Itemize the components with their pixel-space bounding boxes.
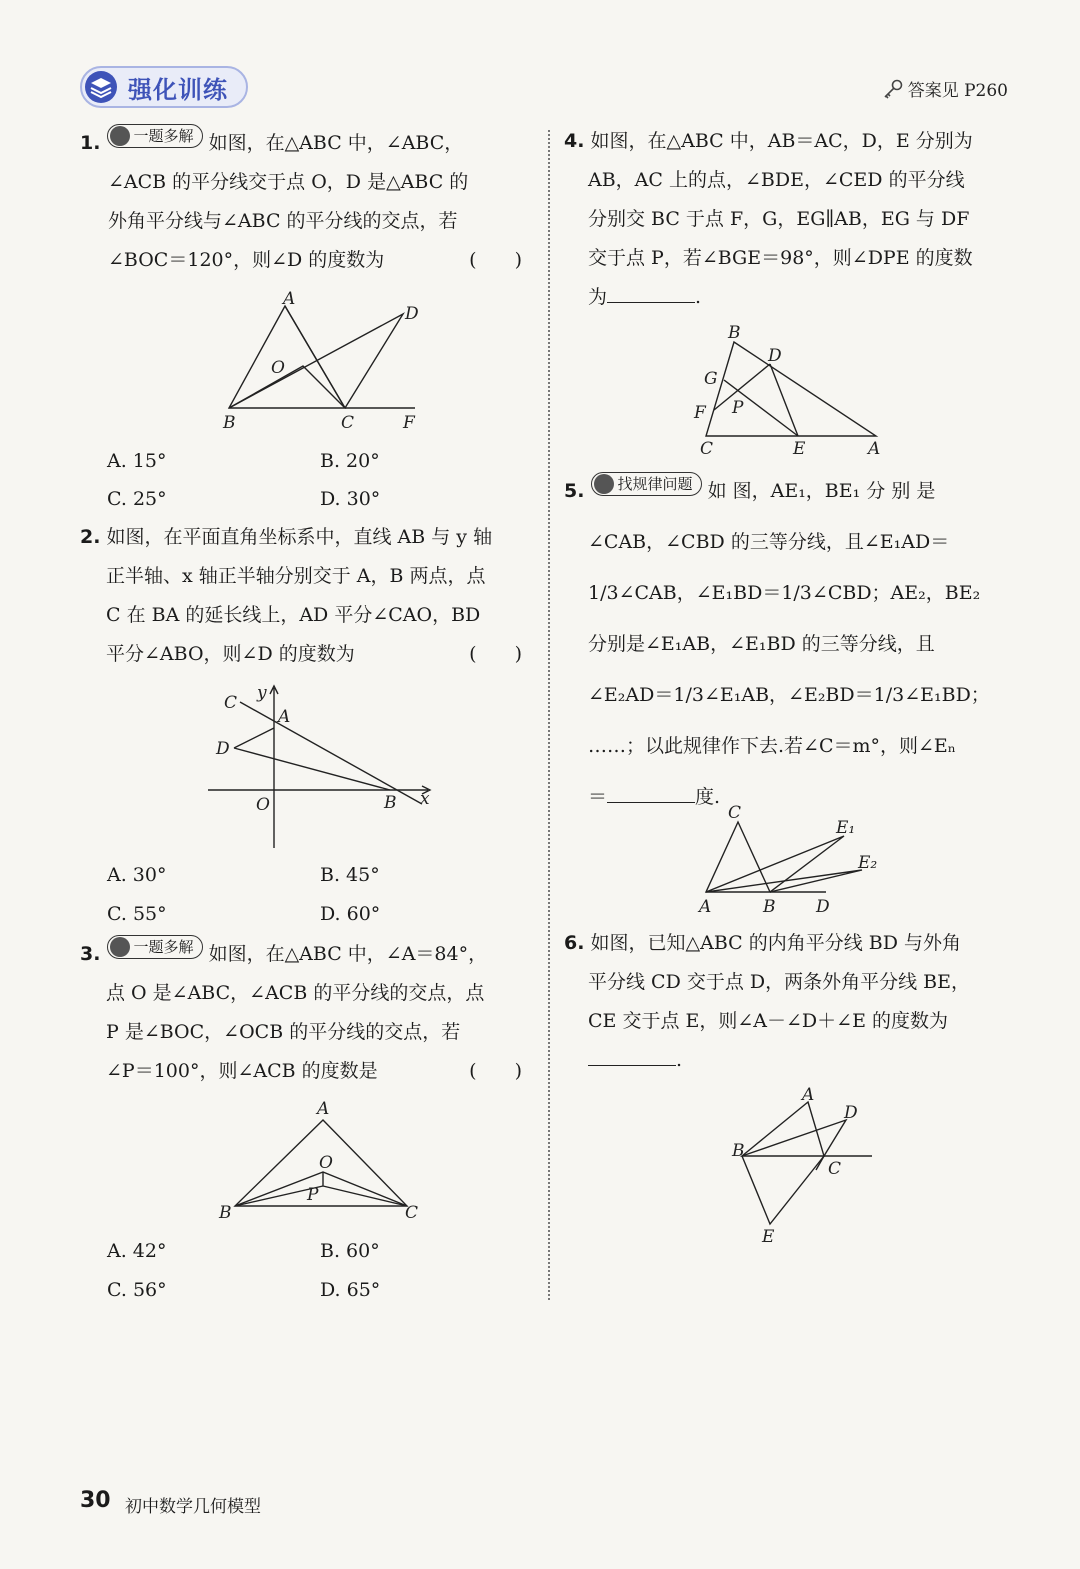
fig-label: B <box>223 413 236 433</box>
question-number: 5. <box>564 480 585 502</box>
question-text-line: 如图，在△ABC 中，∠ABC， <box>208 132 464 154</box>
answer-reference <box>882 76 1008 101</box>
fig-label: D <box>816 897 830 917</box>
fig-label: x <box>420 789 430 809</box>
book-title: 初中数学几何模型 <box>125 1497 261 1517</box>
option-a[interactable]: A. 42° <box>107 1240 167 1262</box>
figure-q1 <box>215 288 435 436</box>
option-b[interactable]: B. 60° <box>320 1240 380 1262</box>
cube-icon <box>110 937 130 957</box>
figure-q5 <box>690 800 890 918</box>
page-number: 30 <box>80 1488 111 1513</box>
option-a[interactable]: A. 15° <box>107 450 167 472</box>
question-text-line: P 是∠BOC，∠OCB 的平分线的交点，若 <box>106 1021 461 1043</box>
fig-label: E₁ <box>836 818 856 838</box>
question-text-line: ……；以此规律作下去.若∠C＝m°，则∠Eₙ <box>588 735 957 757</box>
fig-label: y <box>257 683 267 703</box>
option-d[interactable]: D. 60° <box>320 903 381 925</box>
question-text-line: CE 交于点 E，则∠A－∠D＋∠E 的度数为 <box>588 1010 948 1032</box>
fig-label: B <box>219 1203 232 1223</box>
question-text-line: AB，AC 上的点，∠BDE，∠CED 的平分线 <box>588 169 965 191</box>
fig-label: F <box>694 403 706 423</box>
option-c[interactable]: C. 56° <box>107 1279 167 1301</box>
fig-label: O <box>256 795 270 815</box>
question-text-line: C 在 BA 的延长线上，AD 平分∠CAO，BD <box>106 604 481 626</box>
option-b[interactable]: B. 45° <box>320 864 380 886</box>
option-b[interactable]: B. 20° <box>320 450 380 472</box>
fig-label: B <box>384 793 397 813</box>
answer-ref-text: 答案见 P260 <box>907 81 1008 101</box>
figure-q3 <box>215 1096 425 1226</box>
question-4 <box>564 122 1024 317</box>
question-text-line: 如图，在△ABC 中，AB＝AC，D，E 分别为 <box>590 130 973 152</box>
fig-label: B <box>728 323 741 343</box>
fig-label: A <box>699 897 712 917</box>
fig-label: B <box>763 897 776 917</box>
question-text-line: ∠ACB 的平分线交于点 O，D 是△ABC 的 <box>108 171 469 193</box>
option-c[interactable]: C. 55° <box>107 903 167 925</box>
question-text-line: 分别交 BC 于点 F，G，EG∥AB，EG 与 DF <box>588 208 970 230</box>
fig-label: D <box>405 304 419 324</box>
question-text-line: ＝ <box>588 786 608 808</box>
question-number: 6. <box>564 932 585 954</box>
fig-label: A <box>278 707 291 727</box>
fig-label: O <box>271 358 285 378</box>
fig-label: D <box>216 739 230 759</box>
question-text-line: ∠CAB，∠CBD 的三等分线，且∠E₁AD＝ <box>588 531 950 553</box>
question-text-line: 如 图，AE₁，BE₁ 分 别 是 <box>707 480 936 502</box>
question-number: 1. <box>80 132 101 154</box>
question-end: 度. <box>695 786 721 808</box>
question-text-line: 分别是∠E₁AB，∠E₁BD 的三等分线，且 <box>588 633 935 655</box>
fig-label: F <box>403 413 415 433</box>
question-text-line: 交于点 P，若∠BGE＝98°，则∠DPE 的度数 <box>588 247 973 269</box>
question-number: 4. <box>564 130 585 152</box>
question-end: . <box>695 286 702 308</box>
question-text-line: 点 O 是∠ABC，∠ACB 的平分线的交点，点 <box>106 982 485 1004</box>
stack-icon <box>84 70 120 104</box>
cube-icon <box>110 126 130 146</box>
question-text-line: 如图，在△ABC 中，∠A＝84°， <box>208 943 488 965</box>
fig-label: P <box>732 398 744 418</box>
option-c[interactable]: C. 25° <box>107 488 167 510</box>
question-text-line: ∠BOC＝120°，则∠D 的度数为 <box>108 249 385 271</box>
fig-label: E₂ <box>858 853 878 873</box>
method-tag: 一题多解 <box>107 935 203 959</box>
question-text-line: 如图，在平面直角坐标系中，直线 AB 与 y 轴 <box>106 526 493 548</box>
fig-label: A <box>317 1099 330 1119</box>
fig-label: C <box>405 1203 419 1223</box>
method-tag: 找规律问题 <box>591 472 702 496</box>
answer-paren: ( ) <box>469 643 522 665</box>
question-end: . <box>676 1049 683 1071</box>
question-number: 2. <box>80 526 101 548</box>
answer-blank[interactable] <box>607 302 695 303</box>
question-text-line: 1/3∠CAB，∠E₁BD＝1/3∠CBD；AE₂，BE₂ <box>588 582 981 604</box>
question-text-line: ∠P＝100°，则∠ACB 的度数是 <box>106 1060 378 1082</box>
fig-label: E <box>762 1227 775 1247</box>
fig-label: C <box>828 1159 842 1179</box>
fig-label: D <box>768 346 782 366</box>
figure-q2 <box>200 680 440 852</box>
figure-q6 <box>720 1082 880 1250</box>
question-1 <box>80 124 540 280</box>
fig-label: A <box>868 439 881 459</box>
question-text-line: 平分∠ABO，则∠D 的度数为 <box>106 643 355 665</box>
question-number: 3. <box>80 943 101 965</box>
option-d[interactable]: D. 30° <box>320 488 381 510</box>
question-5 <box>564 466 1024 823</box>
fig-label: O <box>319 1153 333 1173</box>
answer-paren: ( ) <box>469 1060 522 1082</box>
question-text-line: 如图，已知△ABC 的内角平分线 BD 与外角 <box>590 932 962 954</box>
key-icon <box>882 79 904 99</box>
fig-label: P <box>307 1185 319 1205</box>
option-a[interactable]: A. 30° <box>107 864 167 886</box>
method-tag: 一题多解 <box>107 124 203 148</box>
question-text-line: ∠E₂AD＝1/3∠E₁AB，∠E₂BD＝1/3∠E₁BD； <box>588 684 990 706</box>
option-d[interactable]: D. 65° <box>320 1279 381 1301</box>
figure-q4 <box>690 320 890 460</box>
fig-label: G <box>704 369 718 389</box>
answer-blank[interactable] <box>607 802 695 803</box>
fig-label: A <box>802 1085 815 1105</box>
cube-icon <box>594 474 614 494</box>
fig-label: E <box>793 439 806 459</box>
fig-label: B <box>732 1141 745 1161</box>
fig-label: C <box>224 693 238 713</box>
question-text-line: 外角平分线与∠ABC 的平分线的交点，若 <box>108 210 458 232</box>
fig-label: C <box>700 439 714 459</box>
fig-label: C <box>728 803 742 823</box>
fig-label: C <box>341 413 355 433</box>
fig-label: A <box>283 289 296 309</box>
question-3 <box>80 935 540 1091</box>
question-2 <box>80 518 540 674</box>
section-title: 强化训练 <box>128 76 228 104</box>
answer-paren: ( ) <box>469 249 522 271</box>
question-text-line: 平分线 CD 交于点 D，两条外角平分线 BE， <box>588 971 970 993</box>
question-text-line: 为 <box>588 286 608 308</box>
column-divider <box>548 130 550 1300</box>
question-text-line: 正半轴、x 轴正半轴分别交于 A，B 两点，点 <box>106 565 486 587</box>
answer-blank[interactable] <box>588 1065 676 1066</box>
fig-label: D <box>844 1103 858 1123</box>
question-6 <box>564 924 1024 1080</box>
